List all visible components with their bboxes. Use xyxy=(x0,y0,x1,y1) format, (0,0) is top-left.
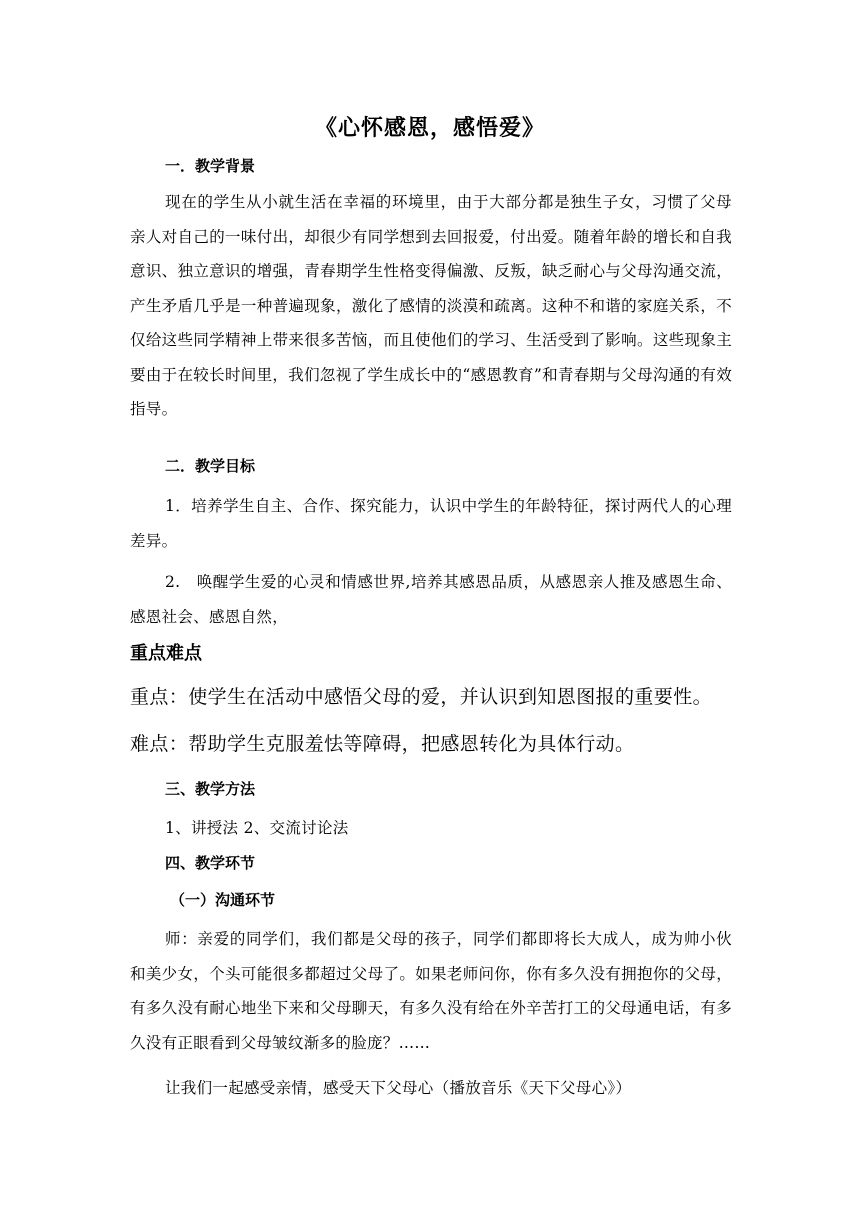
teacher-speech-paragraph: 师：亲爱的同学们，我们都是父母的孩子，同学们都即将长大成人，成为帅小伙和美少女，个头可能很多都超过父母了。如果老师问你，你有多久没有拥抱你的父母，有多久没有耐心地坐下来和父母聊天，有多久没有给在外辛苦打工的父母通电话，有多久没有正眼看到父母皱纹渐多的脸庞？…… xyxy=(130,930,732,1052)
section-heading-goals: 二．教学目标 xyxy=(165,457,256,475)
section-heading-background: 一．教学背景 xyxy=(165,157,256,175)
difficulty-text: 难点：帮助学生克服羞怯等障碍，把感恩转化为具体行动。 xyxy=(130,733,635,755)
goal-item-2: 2. 唤醒学生爱的心灵和情感世界,培养其感恩品质，从感恩亲人推及感恩生命、感恩社会、感恩自然， xyxy=(130,573,732,626)
methods-text: 1、讲授法 2、交流讨论法 xyxy=(165,819,349,837)
goal-item-1: 1．培养学生自主、合作、探究能力，认识中学生的年龄特征，探讨两代人的心理差异。 xyxy=(130,497,732,550)
sub-heading-communication: （一）沟通环节 xyxy=(170,891,276,909)
key-points-heading: 重点难点 xyxy=(130,643,202,664)
section-heading-methods: 三、教学方法 xyxy=(165,780,256,798)
key-point-text: 重点：使学生在活动中感悟父母的爱，并认识到知恩图报的重要性。 xyxy=(130,686,713,708)
background-paragraph: 现在的学生从小就生活在幸福的环境里，由于大部分都是独生子女，习惯了父母亲人对自己的一味付出，却很少有同学想到去回报爱，付出爱。随着年龄的增长和自我意识、独立意识的增强，青春期学生性格变得偏激、反叛，缺乏耐心与父母沟通交流，产生矛盾几乎是一种普遍现象，激化了感情的淡漠和疏离。这种不和谐的家庭关系，不仅给这些同学精神上带来很多苦恼，而且使他们的学习、生活受到了影响。这些现象主要由于在较长时间里，我们忽视了学生成长中的“感恩教育”和青春期与父母沟通的有效指导。 xyxy=(130,193,732,418)
section-heading-steps: 四、教学环节 xyxy=(165,854,256,872)
music-paragraph: 让我们一起感受亲情，感受天下父母心（播放音乐《天下父母心》） xyxy=(165,1079,632,1097)
document-title: 《心怀感恩，感悟爱》 xyxy=(314,116,545,141)
